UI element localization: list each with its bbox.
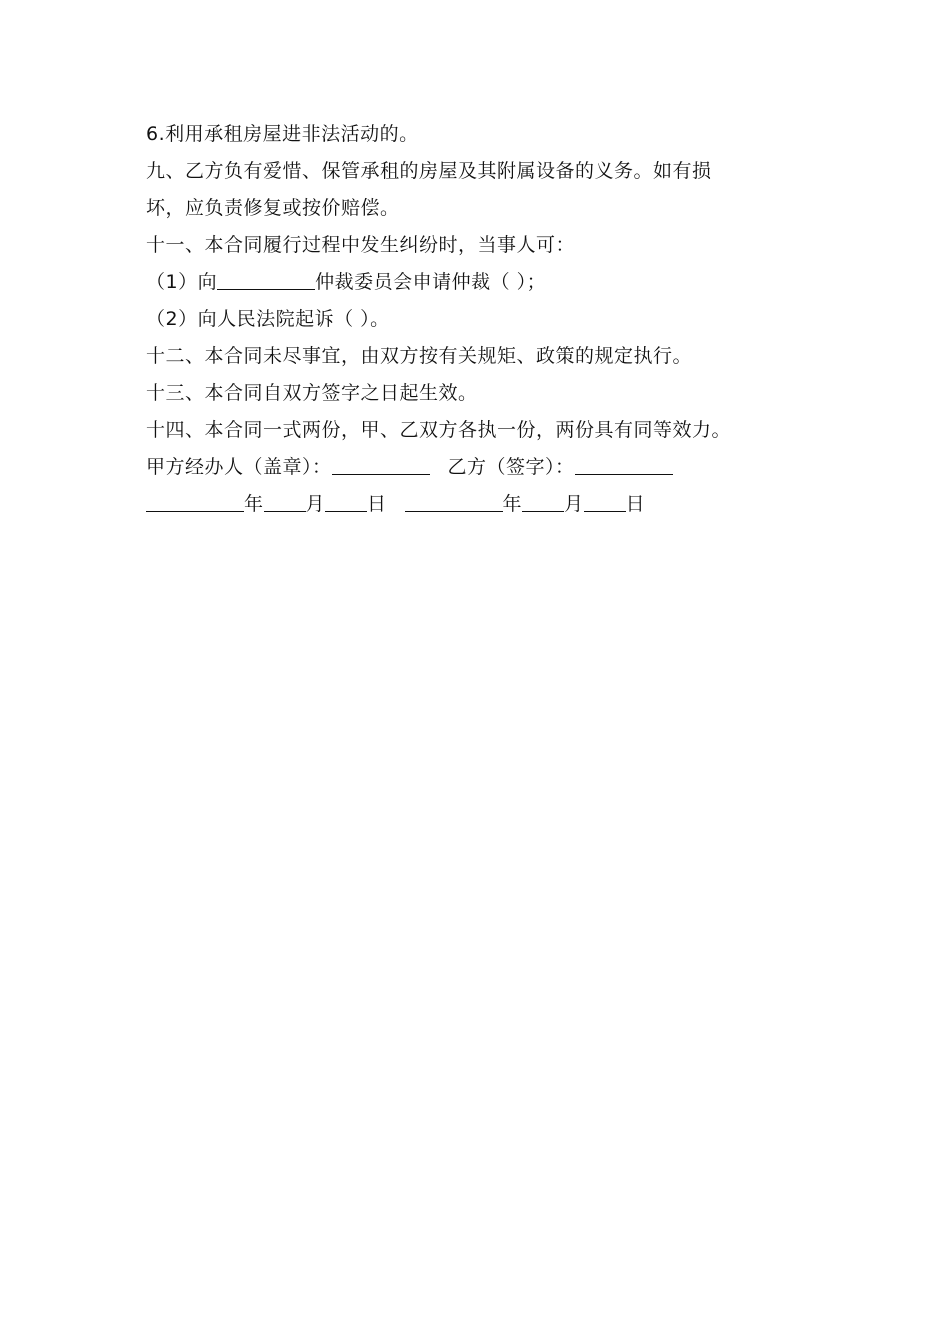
option-1-suffix: 仲裁委员会申请仲裁（ ）； <box>315 271 547 293</box>
party-a-day-blank[interactable] <box>325 491 367 512</box>
year-label: 年 <box>244 493 264 515</box>
month-label: 月 <box>564 493 584 515</box>
party-b-month-blank[interactable] <box>522 491 564 512</box>
clause-9-line-1: 九、乙方负有爱惜、保管承租的房屋及其附属设备的义务。如有损 <box>146 160 712 182</box>
clause-11-option-1 <box>146 264 816 301</box>
signature-line <box>146 449 816 486</box>
party-a-label: 甲方经办人（盖章）： <box>146 456 332 478</box>
party-b-day-blank[interactable] <box>584 491 626 512</box>
party-b-year-blank[interactable] <box>405 491 503 512</box>
clause-11: 十一、本合同履行过程中发生纠纷时，当事人可： <box>146 234 576 256</box>
clause-13: 十三、本合同自双方签字之日起生效。 <box>146 382 478 404</box>
document-body <box>146 116 816 523</box>
day-label: 日 <box>367 493 387 515</box>
party-a-signature-blank[interactable] <box>332 454 430 475</box>
clause-14: 十四、本合同一式两份，甲、乙双方各执一份，两份具有同等效力。 <box>146 419 732 441</box>
month-label: 月 <box>305 493 326 515</box>
year-label: 年 <box>502 493 523 515</box>
clause-12: 十二、本合同未尽事宜，由双方按有关规矩、政策的规定执行。 <box>146 345 693 367</box>
party-a-month-blank[interactable] <box>264 491 306 512</box>
date-line <box>146 486 816 523</box>
clause-11-option-2: （2）向人民法院起诉（ ）。 <box>146 308 390 330</box>
arbitration-commission-blank[interactable] <box>217 269 315 290</box>
party-a-year-blank[interactable] <box>146 491 244 512</box>
party-b-label: 乙方（签字）： <box>447 456 575 478</box>
clause-6-item: 6.利用承租房屋进非法活动的。 <box>146 123 419 145</box>
option-1-prefix: （1）向 <box>146 271 218 293</box>
party-b-signature-blank[interactable] <box>575 454 673 475</box>
day-label: 日 <box>625 493 646 515</box>
clause-9-line-2: 坏，应负责修复或按价赔偿。 <box>146 197 400 219</box>
